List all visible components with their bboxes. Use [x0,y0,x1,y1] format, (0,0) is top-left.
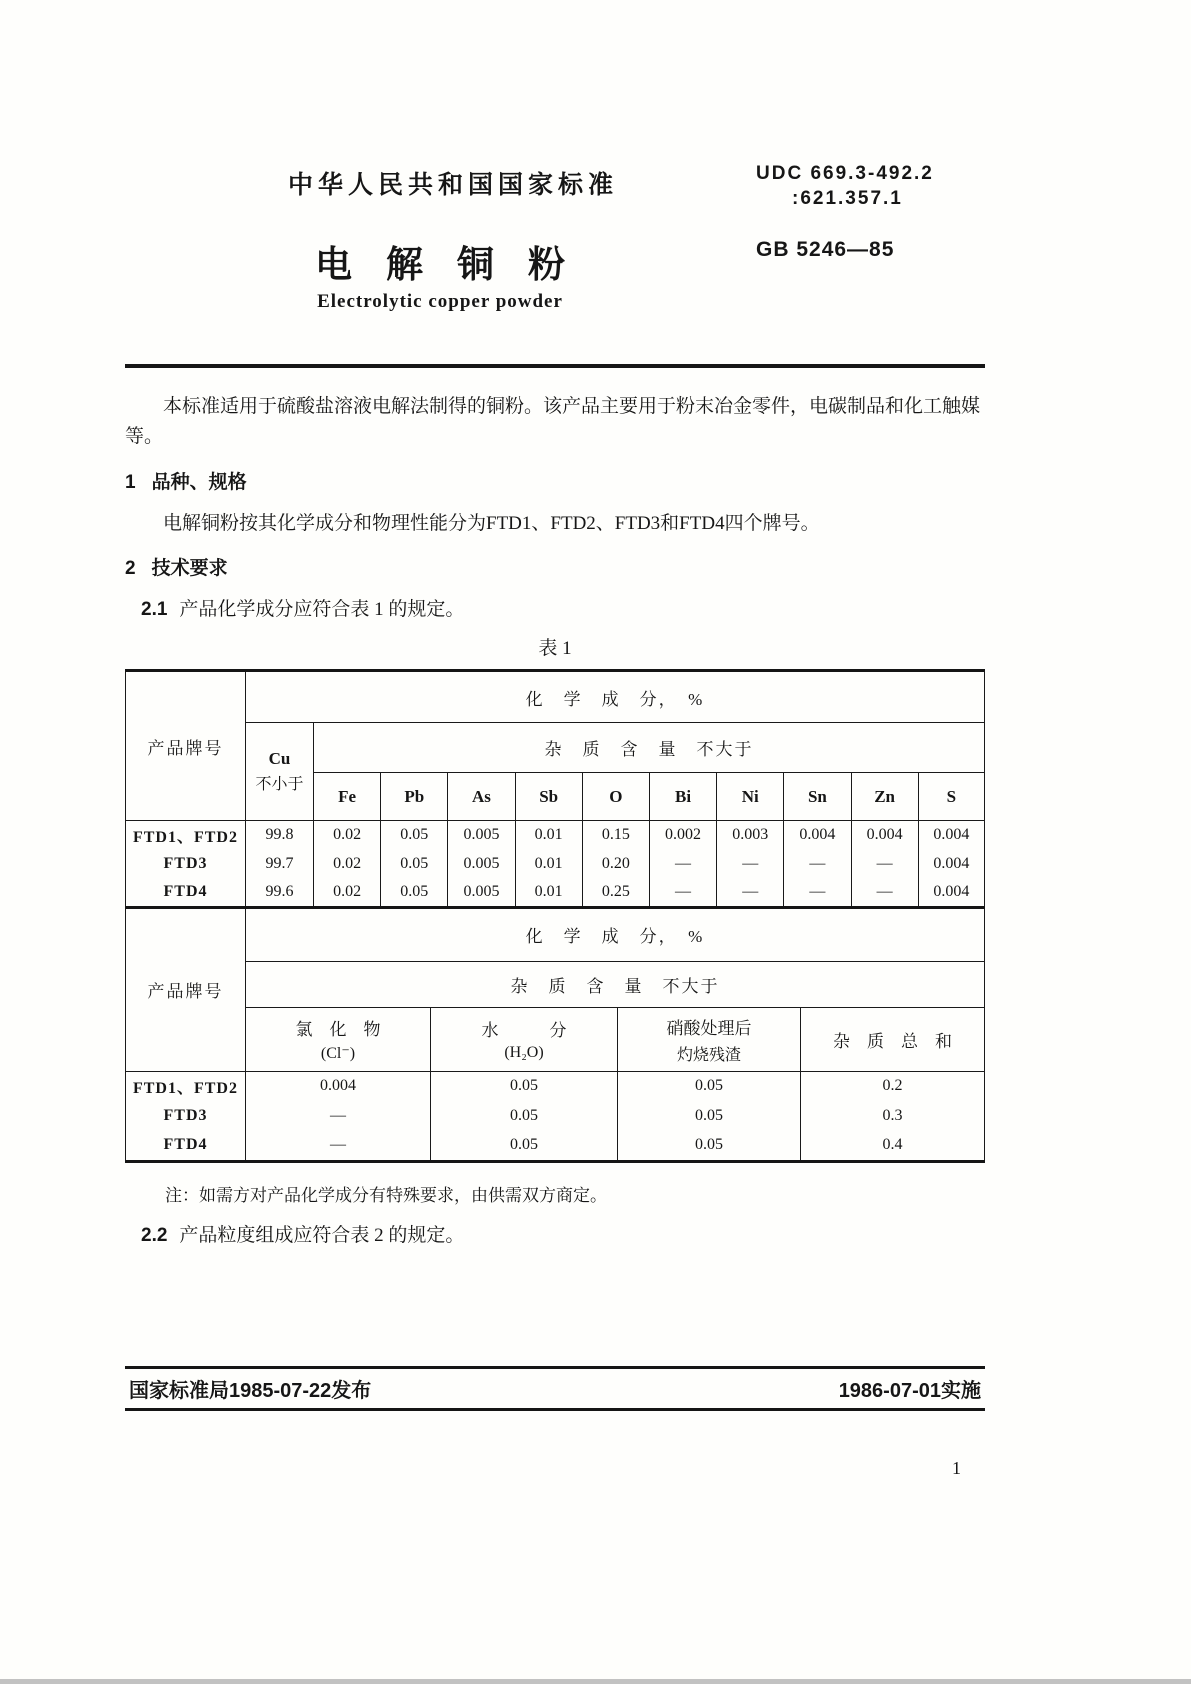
value-cell: 0.02 [314,821,381,850]
footer-band [125,1366,985,1411]
value-cell: 0.004 [918,821,984,850]
value-cell: 0.05 [381,850,448,879]
main-content [125,392,985,1250]
table-row [126,850,985,879]
scan-edge-artifact [0,1679,1191,1684]
value-cell: 0.02 [314,850,381,879]
clause-2-2-text: 产品粒度组成应符合表 2 的规定。 [179,1224,465,1246]
grade-header-cell: 产品牌号 [126,909,246,1071]
header-divider-rule [125,364,985,368]
table-row [126,1007,985,1071]
value-cell: 0.05 [431,1071,618,1101]
page-number: 1 [952,1458,961,1478]
issued-date: 国家标准局1985-07-22发布 [129,1380,372,1402]
value-cell: — [649,879,716,908]
section-1-paragraph: 电解铜粉按其化学成分和物理性能分为FTD1、FTD2、FTD3和FTD4四个牌号。 [163,513,820,534]
value-cell: 0.2 [801,1071,985,1101]
section-2-number: 2 [125,558,136,579]
value-cell: 0.01 [515,879,582,908]
value-cell: 0.05 [431,1131,618,1161]
value-cell: — [851,850,918,879]
grade-cell: FTD4 [126,879,246,908]
moisture-header-cell [431,1007,618,1071]
table-row [126,1071,985,1101]
intro-paragraph: 本标准适用于硫酸盐溶液电解法制得的铜粉。该产品主要用于粉末冶金零件，电碳制品和化工触媒等。 [125,396,981,447]
element-header-cell: Pb [381,773,448,821]
udc-line-2: :621.357.1 [792,188,903,209]
value-cell: — [246,1101,431,1131]
clause-2-2-number: 2.2 [141,1224,168,1246]
section-2-title: 技术要求 [151,558,228,579]
table-1-part-2 [125,909,985,1163]
value-cell: — [246,1131,431,1161]
table-row [126,1101,985,1131]
element-header-cell: Sb [515,773,582,821]
chloride-header-cell [246,1007,431,1071]
value-cell: 99.8 [246,821,314,850]
value-cell: 0.02 [314,879,381,908]
table-row [126,1131,985,1161]
value-cell: — [649,850,716,879]
nitric-residue-label-line2: 灼烧残渣 [676,1046,741,1064]
standard-number: GB 5246—85 [756,238,895,261]
document-title-english: Electrolytic copper powder [317,291,563,312]
value-cell: 99.7 [246,850,314,879]
element-header-cell: Sn [784,773,851,821]
cu-label: Cu [268,749,291,768]
value-cell: — [851,879,918,908]
cu-header-cell [246,723,314,821]
value-cell: 0.004 [918,879,984,908]
value-cell: — [717,850,784,879]
moisture-label: 水 分 [481,1021,567,1040]
grade-cell: FTD4 [126,1131,246,1161]
value-cell: 0.005 [448,821,515,850]
element-header-cell: Fe [314,773,381,821]
grade-header-cell: 产品牌号 [126,671,246,821]
udc-classification [756,163,934,210]
grade-cell: FTD1、FTD2 [126,821,246,850]
udc-line-1: UDC 669.3-492.2 [756,163,934,184]
nitric-residue-label-line1: 硝酸处理后 [666,1018,752,1038]
table-row [126,879,985,908]
value-cell: 0.004 [784,821,851,850]
value-cell: 0.05 [618,1101,801,1131]
value-cell: 0.004 [851,821,918,850]
value-cell: 0.3 [801,1101,985,1131]
value-cell: 0.4 [801,1131,985,1161]
grade-cell: FTD3 [126,850,246,879]
value-cell: 0.002 [649,821,716,850]
chem-composition-header-cell: 化 学 成 分， % [246,909,985,961]
clause-2-1 [125,595,985,624]
section-2-heading [125,554,985,583]
table-row [126,821,985,850]
value-cell: 0.05 [381,821,448,850]
table-1-part-1 [125,669,985,909]
chloride-formula: (Cl⁻) [320,1045,356,1062]
element-header-cell: S [918,773,984,821]
table-row [126,671,985,723]
impurity-header-cell: 杂 质 含 量 不大于 [314,723,985,773]
table-row [126,961,985,1007]
element-header-cell: O [582,773,649,821]
table-note: 注：如需方对产品化学成分有特殊要求，由供需双方商定。 [165,1185,607,1205]
value-cell: 0.05 [381,879,448,908]
value-cell: 0.01 [515,821,582,850]
table-1-caption: 表 1 [538,638,572,659]
table-row [126,723,985,773]
value-cell: 0.05 [618,1131,801,1161]
value-cell: 0.005 [448,850,515,879]
element-header-cell: Ni [717,773,784,821]
value-cell: — [784,879,851,908]
cu-condition-label: 不小于 [255,776,304,793]
clause-2-1-number: 2.1 [141,599,168,620]
value-cell: 0.01 [515,850,582,879]
document-title: 电解铜粉 [315,244,599,285]
element-header-cell: Bi [649,773,716,821]
table-row [126,909,985,961]
section-1-heading [125,468,985,497]
value-cell: — [717,879,784,908]
standard-org-title: 中华人民共和国国家标准 [288,171,619,199]
value-cell: 0.004 [246,1071,431,1101]
value-cell: 0.005 [448,879,515,908]
value-cell: 99.6 [246,879,314,908]
section-1-number: 1 [125,472,136,493]
section-1-title: 品种、规格 [151,472,247,493]
value-cell: 0.20 [582,850,649,879]
value-cell: 0.004 [918,850,984,879]
grade-cell: FTD1、FTD2 [126,1071,246,1101]
chem-composition-header-cell: 化 学 成 分， % [246,671,985,723]
grade-cell: FTD3 [126,1101,246,1131]
value-cell: 0.05 [618,1071,801,1101]
nitric-residue-header-cell [618,1007,801,1071]
clause-2-2 [125,1221,985,1250]
value-cell: 0.15 [582,821,649,850]
value-cell: 0.003 [717,821,784,850]
value-cell: — [784,850,851,879]
element-header-cell: As [448,773,515,821]
clause-2-1-text: 产品化学成分应符合表 1 的规定。 [179,599,465,620]
moisture-formula: (H₂O) [504,1044,544,1061]
implemented-date: 1986-07-01实施 [838,1380,981,1402]
value-cell: 0.05 [431,1101,618,1131]
chloride-label: 氯 化 物 [295,1020,381,1039]
impurity-header-cell: 杂 质 含 量 不大于 [246,961,985,1007]
impurity-total-header-cell: 杂 质 总 和 [801,1007,985,1071]
element-header-cell: Zn [851,773,918,821]
value-cell: 0.25 [582,879,649,908]
